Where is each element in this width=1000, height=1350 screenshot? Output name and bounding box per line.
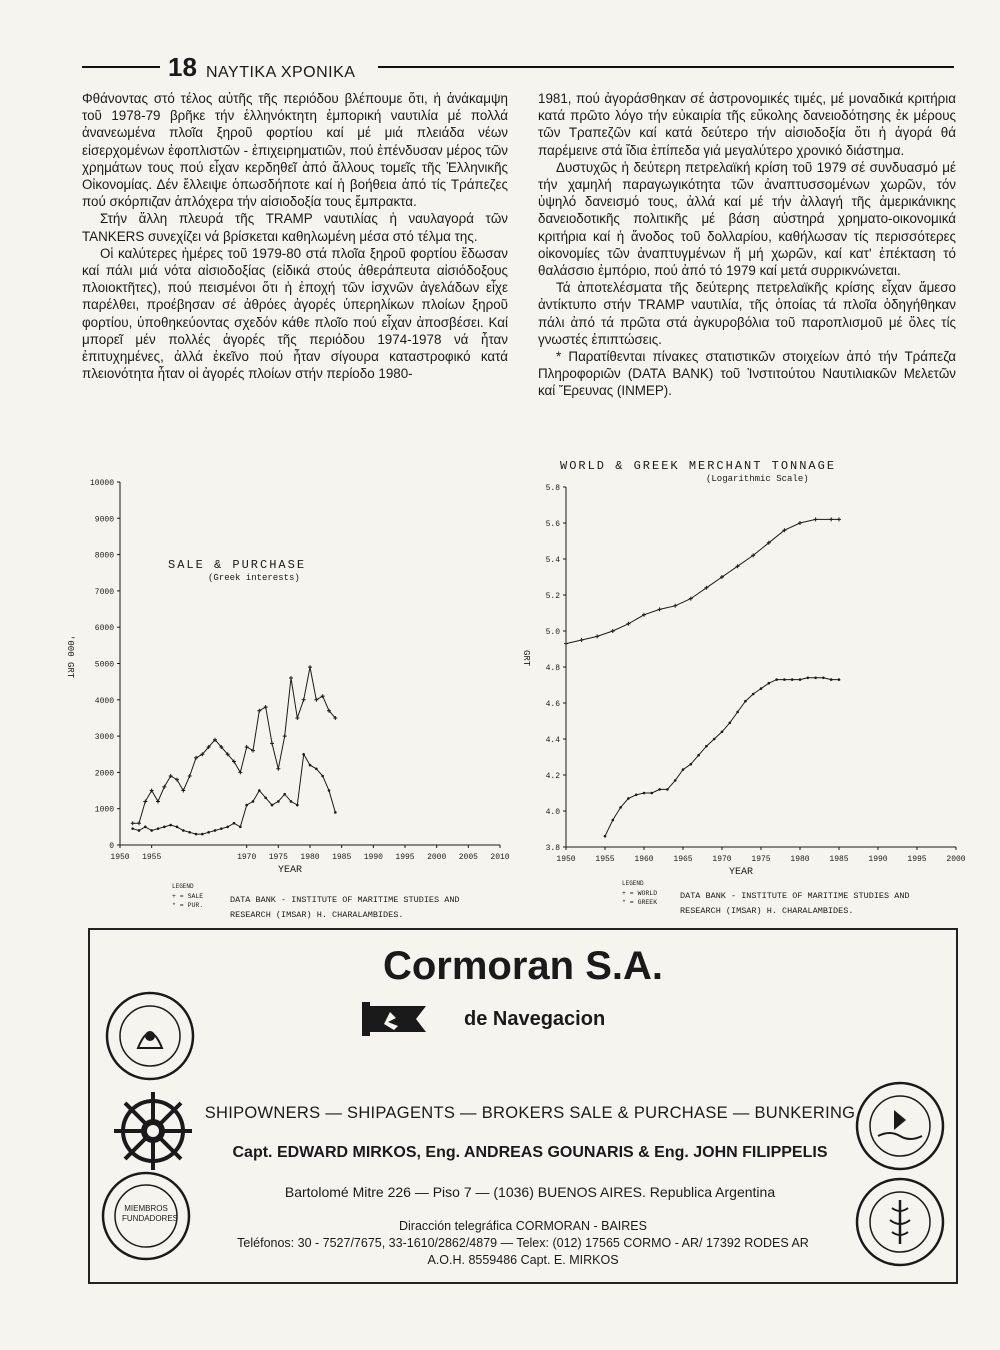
paragraph: * Παρατίθενται πίνακες στατιστικῶν στοιχείων ἀπό τήν Τράπεζα Πληροφοριῶν (DATA BANK) τοῦ Ἰνστιτούτου Ναυτιλιακῶν Μελετῶν καί Ἔρευνας (INMEP). — [538, 349, 956, 399]
data-point — [783, 678, 786, 681]
data-point — [580, 638, 584, 642]
y-axis-label: '000 GRT — [65, 635, 75, 679]
ad-phones: Teléfonos: 30 - 7527/7675, 33-1610/2862/4879 — Telex: (012) 17565 CORMO - AR/ 17392 RODES AR — [237, 1236, 809, 1250]
data-point — [283, 734, 287, 738]
tonnage-chart-svg — [510, 455, 970, 930]
legend-entry: * = GREEK — [622, 899, 658, 906]
data-point — [595, 634, 599, 638]
y-tick-label: 4.6 — [545, 700, 560, 709]
y-tick-label: 5.6 — [545, 520, 560, 529]
series-line-sale — [133, 667, 336, 823]
data-point — [705, 745, 708, 748]
legend-title: LEGEND — [622, 880, 644, 887]
flag-logo-icon — [360, 1000, 430, 1038]
data-point — [201, 833, 204, 836]
data-point — [729, 722, 732, 725]
y-tick-label: 4.4 — [545, 736, 560, 745]
data-point — [137, 821, 141, 825]
x-axis-label: YEAR — [728, 867, 754, 878]
cormoran-advertisement — [88, 928, 958, 1284]
sale-purchase-chart-svg — [60, 460, 510, 930]
ad-aoh: A.O.H. 8559486 Capt. E. MIRKOS — [427, 1253, 619, 1267]
data-point — [814, 677, 817, 680]
x-tick-label: 1965 — [673, 855, 693, 864]
data-point — [604, 835, 607, 838]
data-point — [207, 831, 210, 834]
data-point — [239, 826, 242, 829]
data-point — [798, 521, 802, 525]
x-axis-label: YEAR — [277, 865, 303, 876]
x-tick-label: 1975 — [751, 855, 771, 864]
legend-entry: + = WORLD — [622, 890, 658, 897]
y-tick-label: 8000 — [94, 551, 114, 561]
data-point — [251, 749, 255, 753]
data-point — [169, 774, 173, 778]
data-point — [233, 822, 236, 825]
data-point — [799, 678, 802, 681]
data-point — [245, 804, 248, 807]
sale-purchase-chart — [60, 460, 510, 935]
x-tick-label: 2005 — [458, 853, 478, 862]
data-point — [277, 800, 280, 803]
data-point — [175, 778, 179, 782]
data-point — [744, 700, 747, 703]
ad-telegraph: Diracción telegráfica CORMORAN - BAIRES — [399, 1219, 647, 1233]
data-point — [619, 806, 622, 809]
data-point — [814, 517, 818, 521]
paragraph: Δυστυχῶς ἡ δεύτερη πετρελαϊκή κρίση τοῦ 1979 σέ συνδυασμό μέ τήν χαμηλή παραγωγικότητα τῶν ἀναπτυσσομένων χωρῶν, τόν ὑψηλό δανεισμό τους, ἀλλά καί μέ τήν ἀλλαγή τῆς ἀμερικάνικης δανειοδοτικῆς πολιτικῆς μέ βάση αὐστηρά χρηματο-οικονομικά κριτήρια καί ἡ ἄνοδος τοῦ δολλαρίου, καθήλωσαν τίς περισσότερες οἰκονομίες τῶν ἀναπτυγμένων ἤ μή χωρῶν, καί κατ' ἐπέκταση τό θαλάσσιο ἐμπόριο, πού ἀπό τό 1979 καί μετά συρρικνώνεται. — [538, 159, 956, 279]
data-point — [252, 800, 255, 803]
y-tick-label: 0 — [109, 842, 114, 851]
x-tick-label: 2000 — [946, 855, 966, 864]
data-point — [635, 794, 638, 797]
y-tick-label: 7000 — [94, 587, 114, 597]
data-point — [643, 792, 646, 795]
ad-services: SHIPOWNERS — SHIPAGENTS — BROKERS SALE & PURCHASE — BUNKERING — [204, 1104, 856, 1122]
data-point — [157, 827, 160, 830]
data-point — [182, 829, 185, 832]
y-tick-label: 3.8 — [545, 844, 560, 853]
x-tick-label: 1950 — [556, 855, 576, 864]
chart-title: SALE & PURCHASE — [168, 558, 307, 572]
y-tick-label: 9000 — [94, 515, 114, 525]
data-point — [194, 756, 198, 760]
x-tick-label: 1970 — [712, 855, 732, 864]
ad-company-name: Cormoran S.A. — [382, 944, 664, 988]
data-point — [611, 629, 615, 633]
data-point — [564, 642, 568, 646]
data-point — [807, 677, 810, 680]
data-point — [131, 827, 134, 830]
x-tick-label: 1995 — [907, 855, 927, 864]
data-point — [258, 789, 261, 792]
data-point — [690, 763, 693, 766]
data-point — [768, 682, 771, 685]
data-point — [626, 622, 630, 626]
y-tick-label: 2000 — [94, 769, 114, 779]
shipowners-seal-icon — [104, 990, 196, 1082]
x-tick-label: 1995 — [395, 853, 415, 862]
data-point — [328, 789, 331, 792]
data-point — [658, 607, 662, 611]
data-point — [309, 764, 312, 767]
data-point — [245, 745, 249, 749]
y-tick-label: 3000 — [94, 733, 114, 743]
data-point — [658, 788, 661, 791]
data-point — [651, 792, 654, 795]
y-tick-label: 4.2 — [545, 772, 560, 781]
y-tick-label: 10000 — [89, 479, 114, 488]
data-point — [289, 676, 293, 680]
chart-title: WORLD & GREEK MERCHANT TONNAGE — [560, 459, 837, 473]
data-point — [295, 716, 299, 720]
chart-source: RESEARCH (IMSAR) H. CHARALAMBIDES. — [680, 906, 854, 916]
data-point — [760, 687, 763, 690]
y-tick-label: 4.8 — [545, 664, 560, 673]
x-tick-label: 1955 — [142, 853, 162, 862]
x-tick-label: 2010 — [490, 853, 510, 862]
data-point — [264, 797, 267, 800]
chart-source: RESEARCH (IMSAR) H. CHARALAMBIDES. — [230, 910, 404, 920]
y-tick-label: 5.4 — [545, 556, 560, 565]
data-point — [271, 804, 274, 807]
x-tick-label: 1980 — [790, 855, 810, 864]
y-axis-label: GRT — [521, 650, 531, 667]
chart-source: DATA BANK - INSTITUTE OF MARITIME STUDIES AND — [230, 895, 460, 905]
data-point — [214, 829, 217, 832]
paragraph: Οἱ καλύτερες ἡμέρες τοῦ 1979-80 στά πλοῖα ξηροῦ φορτίου ἔδωσαν καί πάλι μιά νότα αἰσιοδοξίας (εἰδικά στούς ἀθεράπευτα αἰσιόδοξους πλοιοκτῆτες), πού πεισμένοι ὅτι ἡ ἐποχή τῶν ἰσχνῶν ἀγελάδων εἶχε παρέλθει, προέβησαν σέ ἀθρόες ἀγορές ὑπερηλίκων πλοίων ξηροῦ φορτίου, ὑποθηκεύοντας σχεδόν κάθε πλοῖο πού εἶχαν ἀποσβέσει. Καί μπορεῖ μέν πολλές ἀγορές τῆς περιόδου 1974-1978 νά ἦταν ἐπιτυχημένες, ἀλλά ἐκεῖνο πού ἦταν σίγουρα καταστροφικό κατά πλειονότητα ἦταν οἱ ἀγορές πλοίων στήν περίοδο 1980- — [82, 245, 508, 382]
data-point — [666, 788, 669, 791]
paragraph: Στήν ἄλλη πλευρά τῆς TRAMP ναυτιλίας ἡ ναυλαγορά τῶν TANKERS συνεχίζει νά βρίσκεται καθηλωμένη μέσα στό τέλμα της. — [82, 211, 508, 244]
data-point — [257, 709, 261, 713]
legend-entry: * = PUR. — [172, 902, 204, 909]
tonnage-chart — [510, 455, 970, 935]
data-point — [296, 804, 299, 807]
y-tick-label: 6000 — [94, 624, 114, 634]
data-point — [270, 741, 274, 745]
ad-contacts — [130, 1218, 916, 1269]
x-tick-label: 1960 — [634, 855, 654, 864]
chart-source: DATA BANK - INSTITUTE OF MARITIME STUDIES AND — [680, 891, 910, 901]
data-point — [829, 517, 833, 521]
x-tick-label: 1985 — [332, 853, 352, 862]
ad-subtitle: de Navegacion — [464, 1008, 606, 1030]
data-point — [321, 775, 324, 778]
x-tick-label: 1985 — [829, 855, 849, 864]
header-rule-right — [378, 66, 954, 68]
data-point — [176, 826, 179, 829]
data-point — [775, 678, 778, 681]
data-point — [315, 767, 318, 770]
data-point — [791, 678, 794, 681]
article-column-2 — [538, 90, 956, 400]
data-point — [822, 677, 825, 680]
y-tick-label: 5.8 — [545, 484, 560, 493]
ad-principals: Capt. EDWARD MIRKOS, Eng. ANDREAS GOUNARIS & Eng. JOHN FILIPPELIS — [232, 1144, 828, 1161]
ship-wheel-icon — [112, 1090, 194, 1172]
data-point — [674, 779, 677, 782]
page-header — [82, 52, 954, 84]
data-point — [156, 799, 160, 803]
data-point — [276, 767, 280, 771]
data-point — [682, 768, 685, 771]
seal-members-text: MIEMBROS FUNDADORES — [122, 1204, 179, 1223]
data-point — [220, 827, 223, 830]
data-point — [642, 613, 646, 617]
x-tick-label: 1990 — [868, 855, 888, 864]
chart-subtitle: (Logarithmic Scale) — [706, 474, 809, 484]
x-tick-label: 1950 — [110, 853, 130, 862]
y-tick-label: 5000 — [94, 660, 114, 670]
data-point — [673, 604, 677, 608]
data-point — [334, 811, 337, 814]
page-number: 18 — [168, 52, 197, 82]
data-point — [308, 665, 312, 669]
magazine-title: ΝΑΥΤΙΚΑ ΧΡΟΝΙΚΑ — [206, 64, 356, 81]
data-point — [143, 799, 147, 803]
data-point — [144, 826, 147, 829]
y-tick-label: 1000 — [94, 805, 114, 815]
x-tick-label: 1975 — [268, 853, 288, 862]
x-tick-label: 1955 — [595, 855, 615, 864]
data-point — [188, 831, 191, 834]
chart-subtitle: (Greek interests) — [208, 573, 300, 583]
data-point — [838, 678, 841, 681]
data-point — [188, 774, 192, 778]
data-point — [162, 785, 166, 789]
paragraph: Τά ἀποτελέσματα τῆς δεύτερης πετρελαϊκῆς κρίσης εἶχαν ἄμεσο ἀντίκτυπο στήν TRAMP ναυτιλία, τῆς ὁποίας τά πλοῖα ὁδηγήθηκαν πάλι ἀπό τά πρῶτα στά ἀγκυροβόλια τοῦ παροπλισμοῦ μέ ὅλες τίς γνωστές ἐπιπτώσεις. — [538, 280, 956, 347]
data-point — [150, 789, 154, 793]
ad-address: Bartolomé Mitre 226 — Piso 7 — (1036) BUENOS AIRES. Republica Argentina — [284, 1184, 776, 1200]
y-tick-label: 4000 — [94, 696, 114, 706]
data-point — [290, 800, 293, 803]
y-tick-label: 5.0 — [545, 628, 560, 637]
x-tick-label: 1970 — [237, 853, 257, 862]
data-point — [163, 826, 166, 829]
data-point — [302, 753, 305, 756]
data-point — [195, 833, 198, 836]
data-point — [627, 797, 630, 800]
x-tick-label: 2000 — [427, 853, 447, 862]
data-point — [314, 698, 318, 702]
x-tick-label: 1990 — [363, 853, 383, 862]
data-point — [302, 698, 306, 702]
paragraph: Φθάνοντας στό τέλος αὐτῆς τῆς περιόδου βλέπουμε ὅτι, ἡ ἀνάκαμψη τοῦ 1978-79 βρῆκε τήν ἑλληνόκτητη ἐμπορική ναυτιλία μέ πολλά ἀνανεωμένα πλοῖα ξηροῦ φορτίου καί μέ μιά πλειάδα νέων εἰσερχομένων ἐφοπλιστῶν - ἐπιχειρηματιῶν, πού ἐπένδυσαν μέρος τῶν χρημάτων τους πού εἶχαν κερδηθεῖ ἀπό ἄλλους τομεῖς τῆς Ἑλληνικῆς Οἰκονομίας. Δέν ἔλλειψε ὁπωσδήποτε καί ἡ βοήθεια ἀπό τίς Τράπεζες πού σκόρπιζαν ἁπλόχερα τήν αἰσιοδοξία τους ἔμπρακτα. — [82, 91, 508, 210]
data-point — [752, 693, 755, 696]
data-point — [713, 738, 716, 741]
x-tick-label: 1980 — [300, 853, 320, 862]
data-point — [226, 826, 229, 829]
y-tick-label: 5.2 — [545, 592, 560, 601]
paragraph: 1981, πού ἀγοράσθηκαν σέ ἀστρονομικές τιμές, μέ μοναδικά κριτήρια κατά πρῶτο λόγο τήν εὐκαιρία τῆς εὔκολης δανειοδότησης ἐκ μέρους τῶν Τραπεζῶν καί κατά δεύτερο τήν αἰσιοδοξία ὅτι ἡ ἀγορά θά παρέμεινε στά ἴδια ἐπίπεδα γιά μεγαλύτερο χρονικό διάστημα. — [538, 91, 956, 158]
data-point — [131, 821, 135, 825]
data-point — [697, 754, 700, 757]
data-point — [612, 819, 615, 822]
data-point — [721, 731, 724, 734]
y-tick-label: 4.0 — [545, 808, 560, 817]
data-point — [736, 711, 739, 714]
data-point — [837, 517, 841, 521]
legend-title: LEGEND — [172, 883, 194, 890]
series-line-greek — [605, 678, 839, 836]
data-point — [830, 678, 833, 681]
data-point — [138, 829, 141, 832]
legend-entry: + = SALE — [172, 893, 204, 900]
data-point — [169, 824, 172, 827]
data-point — [150, 829, 153, 832]
header-rule-left — [82, 66, 160, 68]
series-line-world — [566, 519, 839, 643]
data-point — [283, 793, 286, 796]
article-column-1 — [82, 90, 508, 382]
